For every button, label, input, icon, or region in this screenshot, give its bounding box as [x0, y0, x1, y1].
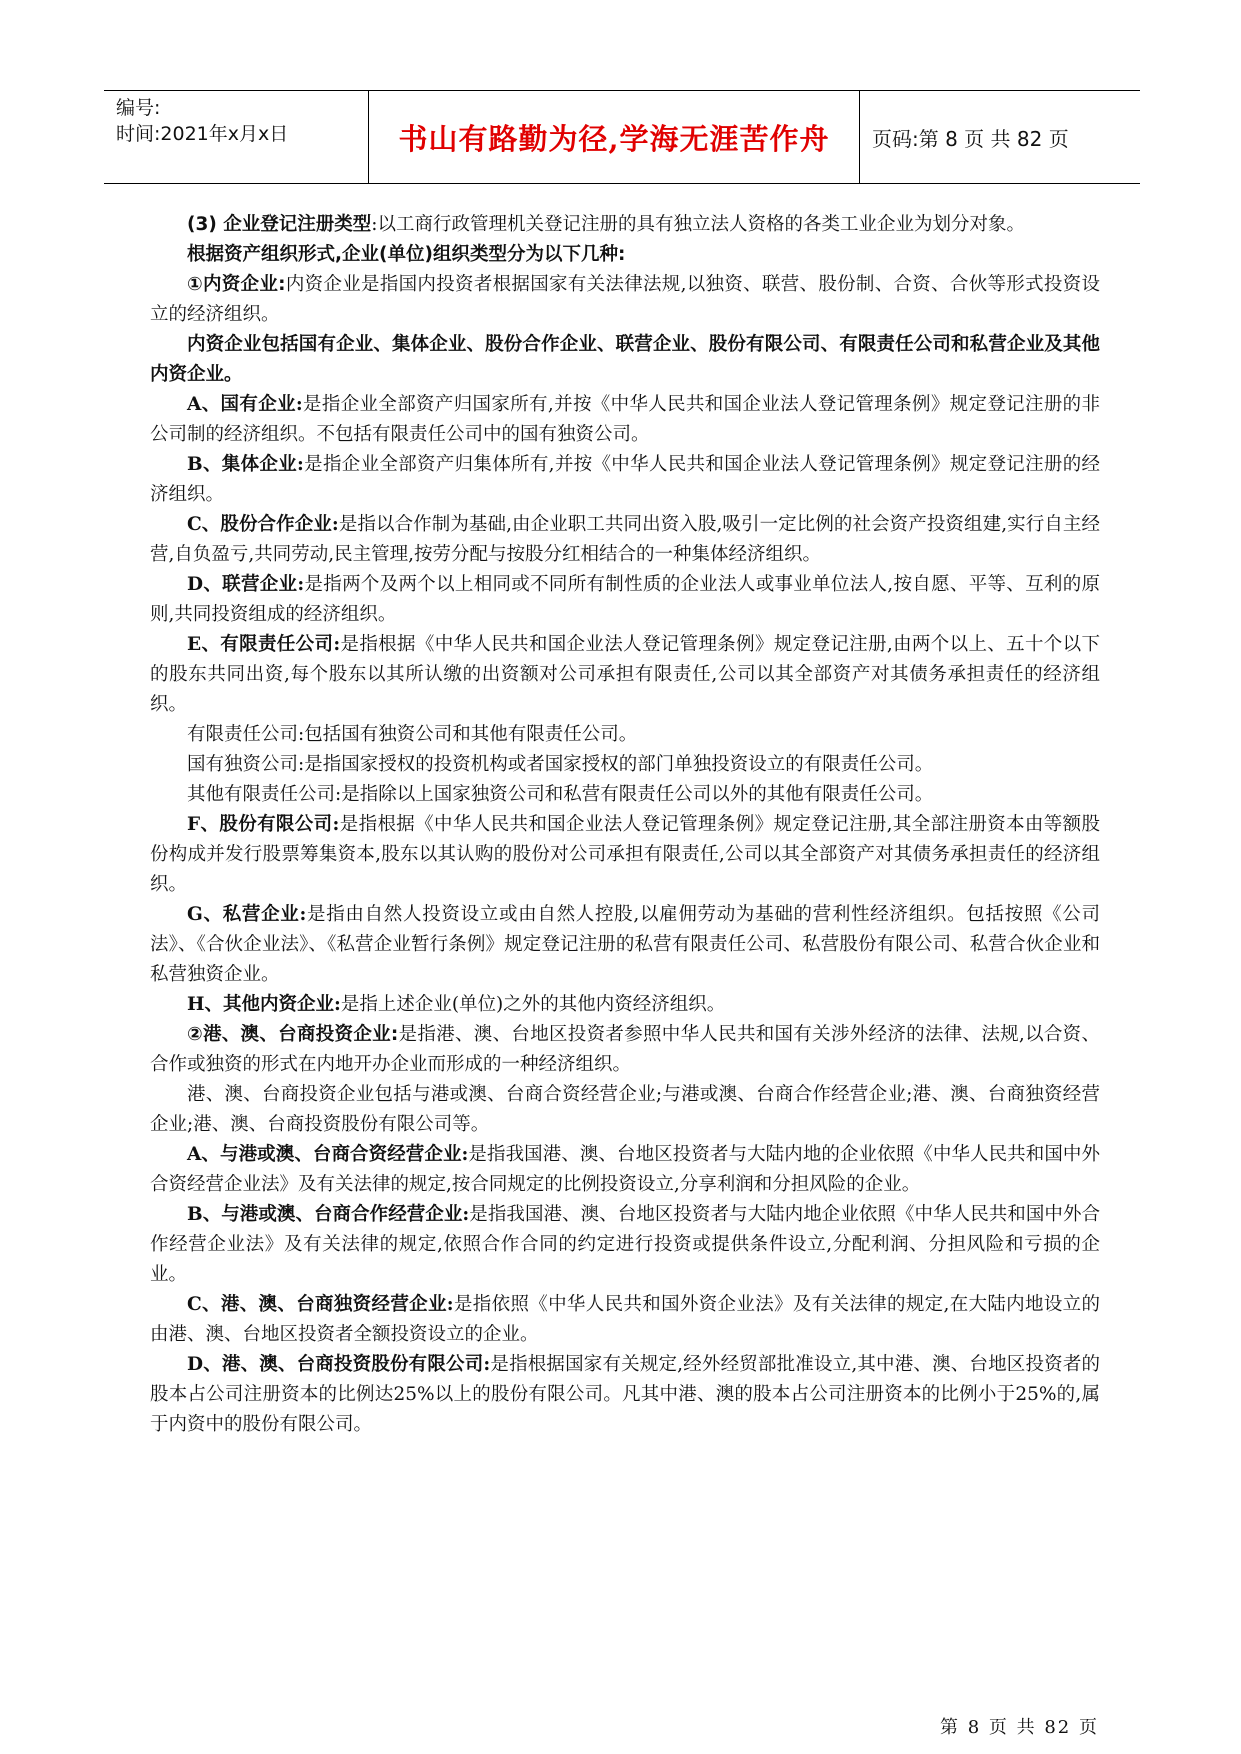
paragraph-text: :以工商行政管理机关登记注册的具有独立法人资格的各类工业企业为划分对象。	[371, 214, 1025, 235]
paragraph-text: 是指我国港、澳、台地区投资者与大陆内地企业依照《中华人民共和国中外合作经营企业法》及有关法律的规定,依照合作合同的约定进行投资或提供条件设立,分配利润、分担风险和亏损的企业。	[150, 1204, 1100, 1285]
paragraph	[150, 1200, 1100, 1290]
paragraph-text: 是指依照《中华人民共和国外资企业法》及有关法律的规定,在大陆内地设立的由港、澳、台地区投资者全额投资设立的企业。	[150, 1294, 1100, 1345]
paragraph	[150, 1350, 1100, 1440]
paragraph-text: 国有独资公司:是指国家授权的投资机构或者国家授权的部门单独投资设立的有限责任公司。	[187, 754, 934, 775]
paragraph-heading: 内资企业包括国有企业、集体企业、股份合作企业、联营企业、股份有限公司、有限责任公司和私营企业及其他内资企业。	[150, 334, 1100, 385]
document-body	[150, 210, 1100, 1440]
paragraph-text: 是指根据《中华人民共和国企业法人登记管理条例》规定登记注册,其全部注册资本由等额股份构成并发行股票筹集资本,股东以其认购的股份对公司承担有限责任,公司以其全部资产对其债务承担责任的经济组织。	[150, 814, 1101, 895]
paragraph-heading: C、港、澳、台商独资经营企业:	[187, 1294, 454, 1315]
paragraph	[150, 240, 1100, 270]
document-time-label: 时间:2021年x月x日	[116, 123, 289, 145]
paragraph-text: 是指港、澳、台地区投资者参照中华人民共和国有关涉外经济的法律、法规,以合资、合作或独资的形式在内地开办企业而形成的一种经济组织。	[150, 1024, 1100, 1075]
paragraph	[150, 810, 1100, 900]
paragraph	[150, 450, 1100, 510]
paragraph	[150, 900, 1100, 990]
paragraph	[150, 750, 1100, 780]
paragraph	[150, 1080, 1100, 1140]
paragraph-text: 是指我国港、澳、台地区投资者与大陆内地的企业依照《中华人民共和国中外合资经营企业法》及有关法律的规定,按合同规定的比例投资设立,分享利润和分担风险的企业。	[150, 1144, 1100, 1195]
header-page-number: 页码:第 8 页 共 82 页	[872, 126, 1069, 151]
page-header	[104, 90, 1140, 184]
paragraph	[150, 210, 1100, 240]
paragraph-heading: B、与港或澳、台商合作经营企业:	[187, 1204, 470, 1225]
paragraph-heading: D、港、澳、台商投资股份有限公司:	[187, 1354, 491, 1375]
paragraph-heading: (3) 企业登记注册类型	[187, 214, 372, 235]
paragraph	[150, 1140, 1100, 1200]
paragraph	[150, 510, 1100, 570]
paragraph-heading: F、股份有限公司:	[187, 814, 340, 835]
paragraph-heading: A、与港或澳、台商合资经营企业:	[187, 1144, 469, 1165]
paragraph-text: 是指根据《中华人民共和国企业法人登记管理条例》规定登记注册,由两个以上、五十个以下的股东共同出资,每个股东以其所认缴的出资额对公司承担有限责任,公司以其全部资产对其债务承担责任的经济组织。	[150, 634, 1100, 715]
paragraph-heading: H、其他内资企业:	[187, 994, 341, 1015]
paragraph-text: 是指根据国家有关规定,经外经贸部批准设立,其中港、澳、台地区投资者的股本占公司注册资本的比例达25%以上的股份有限公司。凡其中港、澳的股本占公司注册资本的比例小于25%的,属于内资中的股份有限公司。	[150, 1354, 1101, 1435]
paragraph-heading: 根据资产组织形式,企业(单位)组织类型分为以下几种:	[187, 244, 626, 265]
paragraph-text: 港、澳、台商投资企业包括与港或澳、台商合资经营企业;与港或澳、台商合作经营企业;港、澳、台商独资经营企业;港、澳、台商投资股份有限公司等。	[150, 1084, 1100, 1135]
paragraph	[150, 630, 1100, 720]
paragraph-text: 有限责任公司:包括国有独资公司和其他有限责任公司。	[187, 724, 638, 745]
paragraph	[150, 270, 1100, 330]
paragraph-heading: E、有限责任公司:	[187, 634, 341, 655]
paragraph-heading: ①内资企业:	[187, 274, 286, 295]
paragraph-text: 是指上述企业(单位)之外的其他内资经济组织。	[340, 994, 726, 1015]
paragraph	[150, 780, 1100, 810]
paragraph-heading: G、私营企业:	[187, 904, 307, 925]
paragraph-text: 是指以合作制为基础,由企业职工共同出资入股,吸引一定比例的社会资产投资组建,实行自主经营,自负盈亏,共同劳动,民主管理,按劳分配与按股分红相结合的一种集体经济组织。	[150, 514, 1100, 565]
document-number-label: 编号:	[116, 97, 161, 119]
paragraph-heading: D、联营企业:	[187, 574, 305, 595]
paragraph	[150, 390, 1100, 450]
paragraph-text: 内资企业是指国内投资者根据国家有关法律法规,以独资、联营、股份制、合资、合伙等形式投资设立的经济组织。	[150, 274, 1100, 325]
paragraph-text: 其他有限责任公司:是指除以上国家独资公司和私营有限责任公司以外的其他有限责任公司。	[187, 784, 934, 805]
header-meta	[116, 91, 371, 187]
paragraph	[150, 570, 1100, 630]
paragraph-text: 是指由自然人投资设立或由自然人控股,以雇佣劳动为基础的营利性经济组织。包括按照《公司法》、《合伙企业法》、《私营企业暂行条例》规定登记注册的私营有限责任公司、私营股份有限公司、私营合伙企业和私营独资企业。	[150, 904, 1100, 985]
paragraph-text: 是指企业全部资产归集体所有,并按《中华人民共和国企业法人登记管理条例》规定登记注册的经济组织。	[150, 454, 1100, 505]
paragraph	[150, 1290, 1100, 1350]
page-footer: 第 8 页 共 82 页	[940, 1717, 1099, 1738]
paragraph-text: 是指两个及两个以上相同或不同所有制性质的企业法人或事业单位法人,按自愿、平等、互利的原则,共同投资组成的经济组织。	[150, 574, 1101, 625]
paragraph-heading: A、国有企业:	[187, 394, 303, 415]
paragraph-heading: C、股份合作企业:	[187, 514, 339, 535]
header-motto: 书山有路勤为径,学海无涯苦作舟	[368, 91, 860, 183]
paragraph	[150, 1020, 1100, 1080]
paragraph-text: 是指企业全部资产归国家所有,并按《中华人民共和国企业法人登记管理条例》规定登记注册的非公司制的经济组织。不包括有限责任公司中的国有独资公司。	[150, 394, 1100, 445]
paragraph-heading: ②港、澳、台商投资企业:	[187, 1024, 399, 1045]
paragraph-heading: B、集体企业:	[187, 454, 304, 475]
paragraph	[150, 990, 1100, 1020]
paragraph	[150, 330, 1100, 390]
paragraph	[150, 720, 1100, 750]
